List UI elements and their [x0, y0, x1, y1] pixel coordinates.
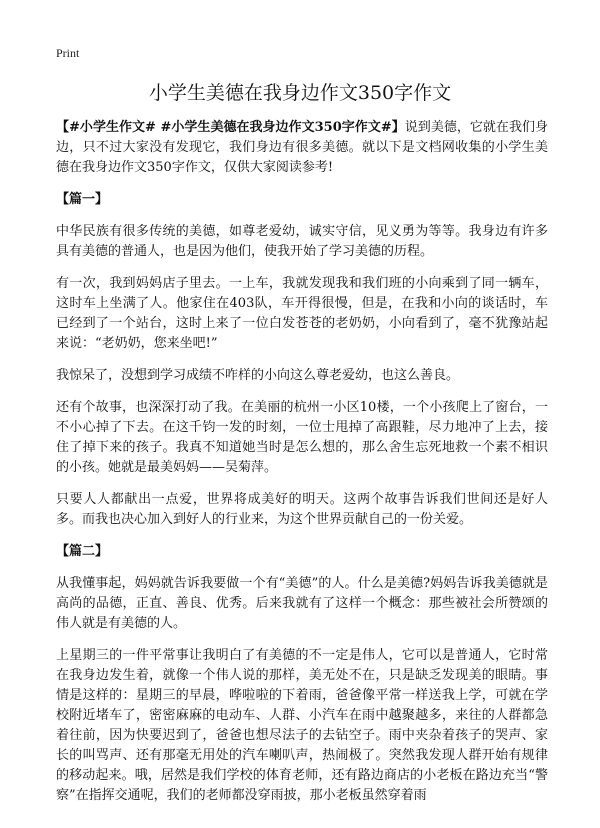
intro-tag: 【#小学生作文# #小学生美德在我身边作文350字作文#】 — [56, 120, 405, 135]
intro-paragraph — [56, 118, 548, 178]
section-heading-2: 【篇二】 — [56, 544, 109, 559]
paragraph: 我惊呆了，没想到学习成绩不咋样的小向这么尊老爱幼，也这么善良。 — [56, 368, 460, 383]
page-title: 小学生美德在我身边作文350字作文 — [148, 82, 452, 104]
section-heading-1: 【篇一】 — [56, 192, 109, 207]
paragraph: 只要人人都献出一点爱，世界将成美好的明天。这两个故事告诉我们世间还是好人多。而我也决心加入到好人的行业来，为这个世界贡献自己的一份关爱。 — [56, 492, 548, 527]
paragraph: 有一次，我到妈妈店子里去。一上车，我就发现我和我们班的小向乘到了同一辆车，这时车上坐满了人。他家住在403队，车开得很慢，但是，在我和小向的谈话时，车已经到了一个站台，这时上来了一位白发苍苍的老奶奶，小向看到了，毫不犹豫站起来说：“老奶奶，您来坐吧!” — [56, 276, 548, 351]
paragraph: 中华民族有很多传统的美德，如尊老爱幼，诚实守信，见义勇为等等。我身边有许多具有美德的普通人，也是因为他们，使我开始了学习美德的历程。 — [56, 224, 548, 259]
paragraph: 还有个故事，也深深打动了我。在美丽的杭州一小区10楼，一个小孩爬上了窗台，一不小心掉了下去。在这千钧一发的时刻，一位士甩掉了高跟鞋，尽力地冲了上去，接住了掉下来的孩子。我真不知道她当时是怎么想的，那么舍生忘死地救一个素不相识的小孩。她就是最美妈妈——吴菊萍。 — [56, 400, 548, 475]
intro-text: 说到美德，它就在我们身边，只不过大家没有发现它，我们身边有很多美德。就以下是文档网收集的小学生美德在我身边作文350字作文，仅供大家阅读参考! — [56, 120, 548, 175]
paragraph: 从我懂事起，妈妈就告诉我要做一个有“美德”的人。什么是美德?妈妈告诉我美德就是高尚的品德，正直、善良、优秀。后来我就有了这样一个概念：那些被社会所赞颂的伟人就是有美德的人。 — [56, 576, 548, 631]
article-body — [56, 118, 548, 818]
paragraph: 上星期三的一件平常事让我明白了有美德的不一定是伟人，它可以是普通人，它时常在我身边发生着，就像一个伟人说的那样，美无处不在，只是缺乏发现美的眼睛。事情是这样的：星期三的早晨，哗啦啦的下着雨，爸爸像平常一样送我上学，可就在学校附近堵车了，密密麻麻的电动车、人群、小汽车在雨中越聚越多，来往的人群都急着往前，因为快要迟到了，爸爸也想尽法子的去钻空子。雨中夹杂着孩子的哭声、家长的叫骂声、还有那毫无用处的汽车喇叭声，热闹极了。突然我发现人群开始有规律的移动起来。哦，居然是我们学校的体育老师，还有路边商店的小老板在路边充当“警察”在指挥交通呢，我们的老师都没穿雨披，那小老板虽然穿着雨 — [56, 648, 548, 803]
print-link[interactable]: Print — [56, 46, 80, 60]
